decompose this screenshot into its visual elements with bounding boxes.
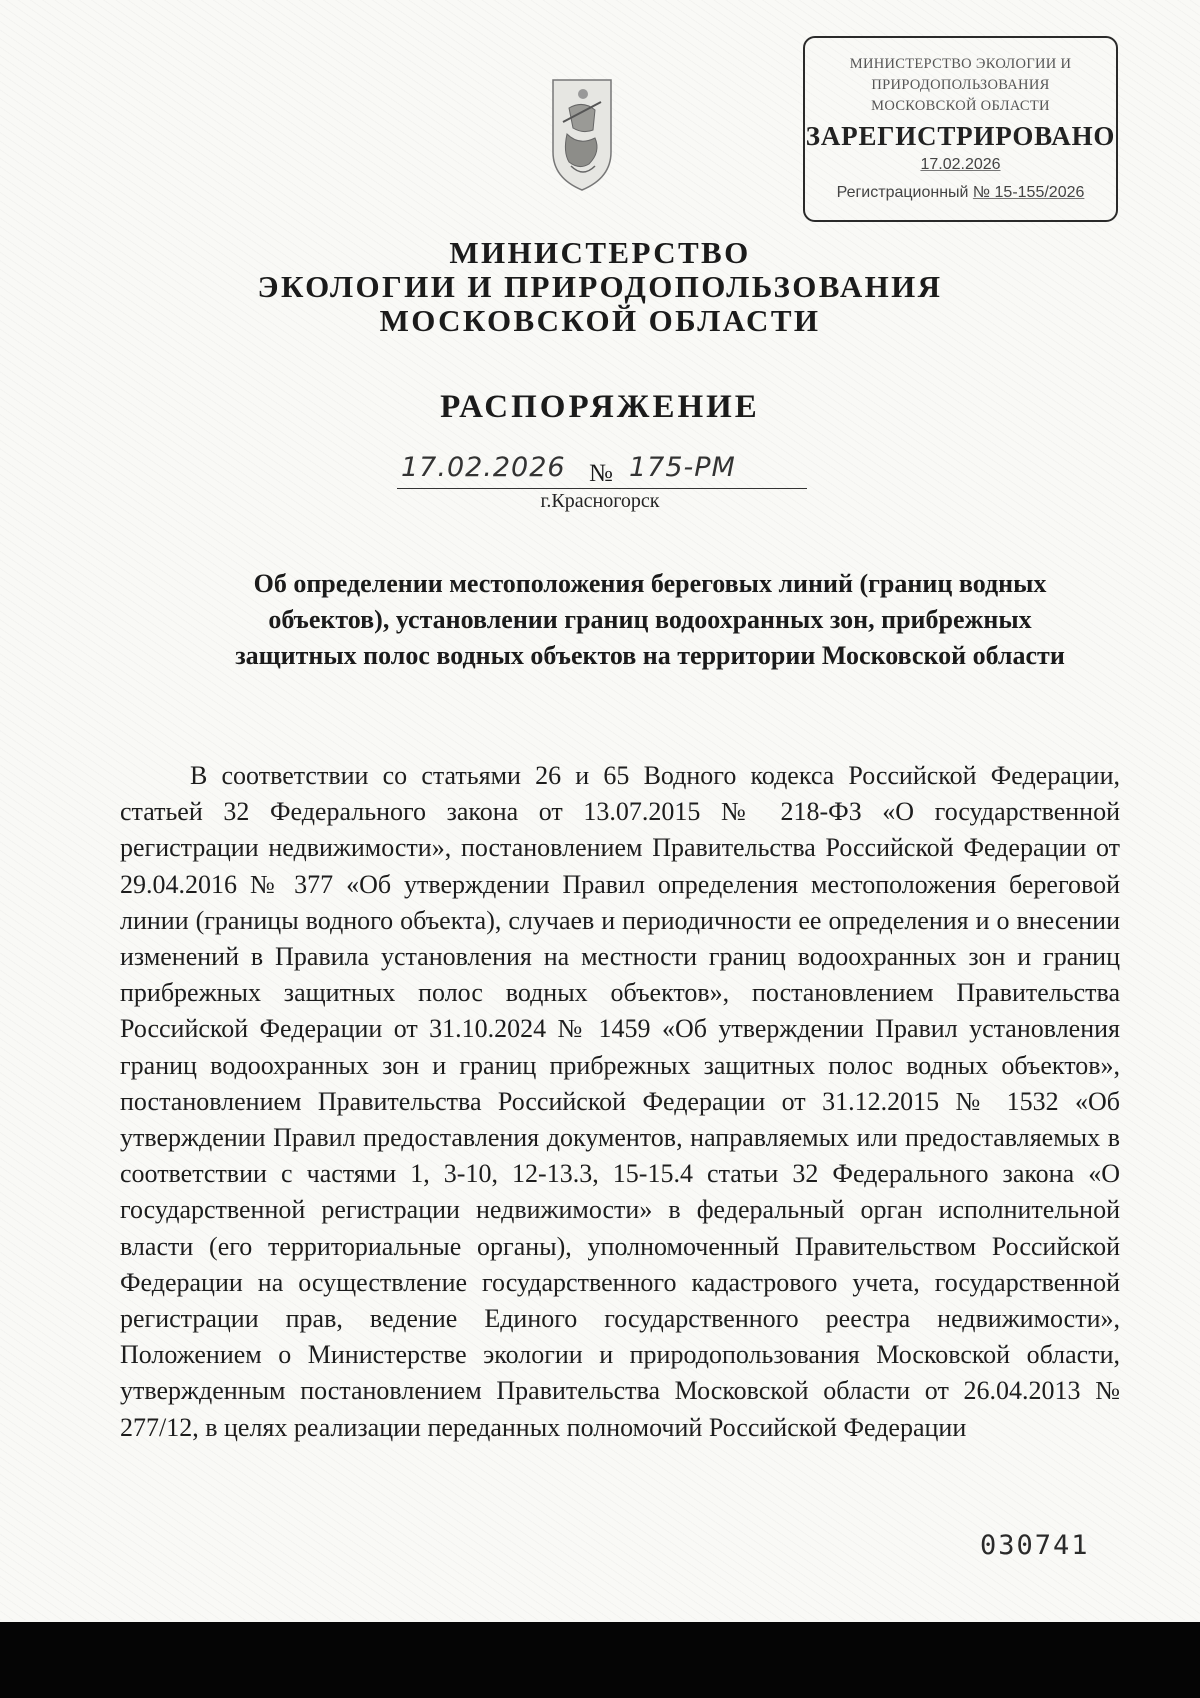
title-line: Об определении местоположения береговых линий (границ водных <box>253 569 1047 598</box>
scan-border <box>0 1622 1200 1698</box>
ministry-line: МИНИСТЕРСТВО <box>449 235 751 270</box>
stamp-date: 17.02.2026 <box>920 156 1001 173</box>
date-number-line <box>397 452 807 489</box>
stamp-reg-number: № 15-155/2026 <box>972 184 1085 201</box>
ministry-line: МОСКОВСКОЙ ОБЛАСТИ <box>379 303 821 338</box>
title-line: объектов), установлении границ водоохранных зон, прибрежных <box>268 605 1032 634</box>
ministry-name <box>0 236 1200 338</box>
handwritten-number: 175-РМ <box>629 452 736 483</box>
stamp-status: ЗАРЕГИСТРИРОВАНО <box>805 121 1116 151</box>
number-sign: № <box>589 460 613 487</box>
stamp-registration-number <box>805 184 1116 202</box>
document-type: РАСПОРЯЖЕНИЕ <box>440 389 760 425</box>
document-code: 030741 <box>980 1530 1090 1561</box>
registration-stamp <box>803 36 1118 222</box>
stamp-org-line: МОСКОВСКОЙ ОБЛАСТИ <box>871 98 1050 114</box>
document-title <box>180 566 1120 674</box>
ministry-line: ЭКОЛОГИИ И ПРИРОДОПОЛЬЗОВАНИЯ <box>257 269 943 304</box>
stamp-org-line: МИНИСТЕРСТВО ЭКОЛОГИИ И <box>849 56 1072 72</box>
body-paragraph: В соответствии со статьями 26 и 65 Водного кодекса Российской Федерации, статьей 32 Федерального закона от 13.07.2015 № 218-ФЗ «О государственной регистрации недвижимости», постановлением Правительства Российской Федерации от 29.04.2016 № 377 «Об утверждении Правил определения местоположения береговой линии (границы водного объекта), случаев и периодичности ее определения и о внесении изменений в Правила установления на местности границ водоохранных зон и границ прибрежных защитных полос водных объектов», постановлением Правительства Российской Федерации от 31.10.2024 № 1459 «Об утверждении Правил установления границ водоохранных зон и границ прибрежных защитных полос водных объектов», постановлением Правительства Российской Федерации от 31.12.2015 № 1532 «Об утверждении Правил предоставления документов, направляемых или предоставляемых в соответствии с частями 1, 3-10, 12-13.3, 15-15.4 статьи 32 Федерального закона «О государственной регистрации недвижимости» в федеральный орган исполнительной власти (его территориальные органы), уполномоченный Правительством Российской Федерации на осуществление государственного кадастрового учета, государственной регистрации прав, ведение Единого государственного реестра недвижимости», Положением о Министерстве экологии и природопользования Московской области, утвержденным постановлением Правительства Московской области от 26.04.2013 № 277/12, в целях реализации переданных полномочий Российской Федерации <box>120 761 1120 1442</box>
title-line: защитных полос водных объектов на территории Московской области <box>235 641 1065 670</box>
handwritten-date: 17.02.2026 <box>401 452 566 483</box>
stamp-org-line: ПРИРОДОПОЛЬЗОВАНИЯ <box>871 77 1050 93</box>
city: г.Красногорск <box>540 490 660 512</box>
stamp-reg-label: Регистрационный <box>836 184 969 201</box>
moscow-region-coat-of-arms-icon <box>549 74 615 194</box>
stamp-organization <box>805 54 1116 117</box>
